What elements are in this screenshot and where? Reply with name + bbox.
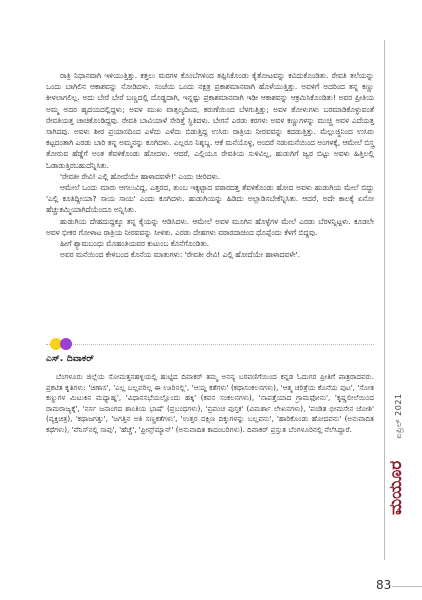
story-paragraph: 'ರೇವತೀ ರೇವಿ! ಎಲ್ಲಿ ಹೋದೆಯೇ ಹಾಳಾದವಳೇ!' ಎಂದು ಚೀರಿದಳು.	[60, 171, 221, 181]
story-paragraph: ಹುಡುಗಿಯ ದೇಹದುದ್ದಕ್ಕೂ ತನ್ನ ಕೈಯನ್ನು ಆಡಿಸಿದಳು. ಆಮೇಲೆ ಅವಳ ಮೂಗಿನ ಹೊಳ್ಳೆಗಳ ಮೇಲೆ ಎರಡು ಬೆರಳನ್ನಿಟ್ಟಳು. ಕೂಡಲೇ ಅವಳ ಭೀಕರ ಗೋಳಾಟ ರಾತ್ರಿಯ ನೀರವವನ್ನು ಸೀಳಿತು. ಎರಡು ದೇಹಗಳು ವಠಾರದಾಚಿಂದ ಧೊಪ್ಪೆಂದು ಕೆಳಗೆ ಬಿದ್ದವು.	[46, 216, 374, 237]
side-masthead	[386, 393, 406, 515]
page-number-rule	[392, 586, 422, 587]
magazine-logo: ಮಯೂರ	[386, 460, 406, 515]
issue-date: ಏಪ್ರಿಲ್ 2021	[394, 393, 403, 439]
story-text	[46, 70, 374, 260]
story-paragraph: ಆಮೇಲೆ ಒಂದು ಮಾರು ಆಗಲುವಿದ್ದ, ಎತ್ತರದ, ತುಂಬ ಇಕ್ಕಟ್ಟಾದ ವಠಾರದತ್ತ ತೆವಳಿಕೊಂಡು ಹೋದ ಅವಳು ಹುಡುಗಿಯ ಮೇಲೆ ಬಿದ್ದು 'ಎಲ್ಲಿ ಕೂತಿದ್ದೀಯಾ? ಸಾಯ ಸಾಯ' ಎಂದು ಕೂಗಿದಳು. ಹುಡುಗಿಯನ್ನು ಹಿಡಿದು ಅಲ್ಲಾಡಿಸಬೇಕೆನ್ನಿಸಿತು. ಆದರೆ, ಅದೇ ಕಾಲಕ್ಕೆ ಏನೋ ಹೆಚ್ಚುಕಮ್ಮಿಯಾಗಿದೆಯೆಂದೂ ಅನ್ನಿಸಿತು.	[46, 183, 374, 215]
story-paragraph: ಅವರ ಮನೆಯಿಂದ ಕೇಳಿಬಂದ ಕೊನೆಯ ಮಾತುಗಳು: 'ರೇವತೀ ರೇವಿ! ಎಲ್ಲಿ ಹೋದೆಯೇ ಹಾಳಾದವಳೇ'.	[60, 250, 301, 260]
story-paragraph: ಹೀಗೆ ಶ್ಯಾಮಬಂಧು ಮೊಹಂತಿಯವರ ಕುಟುಂಬ ಕೊನೆಗೊಂಡಿತು.	[60, 239, 210, 249]
section-divider	[46, 338, 374, 350]
author-name: ಎಸ್. ದಿವಾಕರ್	[46, 354, 95, 364]
bio-paragraph: ಬೆಂಗಳೂರು ಜಿಲ್ಲೆಯ ಸೋಮತ್ತನಹಳ್ಳಿಯಲ್ಲಿ ಹುಟ್ಟಿದ ದಿವಾಕರ್ ತಮ್ಮ ಅನನ್ಯ ಬರವಣಿಗೆಯಿಂದ ಕನ್ನಡ ಓದುಗರ ಪ್ರೀತಿಗೆ ಪಾತ್ರರಾದವರು. ಪ್ರಕಟಿತ ಕೃತಿಗಳು: 'ಚಿಣಾಸ', 'ಎಲ್ಲ ಬಲ್ಲವರಿಲ್ಲ ಈ ಊರಿನಲ್ಲಿ', 'ಆಯ್ದ ಕತೆಗಳು' (ಕಥಾಸಂಕಲನಗಳು), 'ಆತ್ಮ ಚರಿತ್ರೆಯ ಕೊನೆಯ ಪುಟ', 'ಸೋತ ಕಣ್ಣುಗಳ ಮಿಟುಕಿನ ಮಧ್ಯಾಹ್ನ', 'ವಿಧಾನಸಭೆಯಲ್ಲೊಂದು ಹಕ್ಕಿ' (ಕವನ ಸಂಕಲನಗಳು), 'ನಾಪತ್ತೆಯಾದ ಗ್ರಾಮಫೋನು', 'ಕೃಷ್ಣಲೀಲೆಯಿಂದ ರಾಮರಾಜ್ಯಕ್ಕೆ', 'ನರ್ಸ ಜನಾಂಗದ ಶಾಂತಿಯ ಭಾಷೆ' (ಪ್ರಬಂಧಗಳು), 'ಪ್ರಪಂಚ ಪುಸ್ತಕ' (ವಿಮರ್ಶಾ ಲೇಖನಗಳು), 'ಪಂಡಿತ ಭೀಮಸೇನ ಜೋಶಿ' (ವ್ಯಕ್ತಿಚಿತ್ರ), 'ಕಥಾಜಗತ್ತು', 'ಜಗತ್ತಿನ ಅತಿ ಸಣ್ಣಕತೆಗಳು', 'ಉತ್ತರ ದಕ್ಷಿಣ ದಿಕ್ಕುಗಳನ್ನು ಬಲ್ಲವನು', 'ಹಾರಿಕೊಂಡು ಹೋದವನು' (ಅನುವಾದಿತ ಕಥೆಗಳು), 'ವೆನಿಸ್‌ನಲ್ಲಿ ಸಾವು', 'ಹೆಚ್ಚೆ', 'ಫ್ರೀನ್ಸ್‌ಮ್ಯಾನ್' (ಅನುವಾದಿತ ಕಾದಂಬರಿಗಳು). ದಿವಾಕರ್ ಪ್ರಸ್ತುತ ಬೆಂಗಳೂರಿನಲ್ಲಿ ನೆಲೆಸಿದ್ದಾರೆ.	[46, 372, 374, 434]
purple-dot-ornament	[60, 338, 72, 350]
story-paragraph: ರಾತ್ರಿ ನಿಧಾನವಾಗಿ ಇಳಿಯುತ್ತಿತ್ತು. ಕತ್ತಲು ಮರಗಳ ಕೊಂಬೆಗಳಿಂದ ತಪ್ಪಿಸಿಕೊಂಡು ಕೈತೋಟವನ್ನು ಕವಿದುಕೊಂಡಿತು. ರೇವತಿ ತಲೆಯನ್ನು ಒಂದು ಬಾಗಿಲಿನ ಆಕಾಶವನ್ನು ನೋಡಿದಳು. ಸಂಜೆಯ ಒಂದು ನಕ್ಷತ್ರ ಪ್ರಕಾಶಮಾನವಾಗಿ ಹೊಳೆಯುತ್ತಿತ್ತು. ಅವಳಿಗೆ ಅದರಿಂದ ತನ್ನ ಕಣ್ಣು ಕೀಳಲಾಗಲಿಲ್ಲ. ಅದು ಬೇರೆ ಬೇರೆ ಬಣ್ಣದಲ್ಲಿ ದೊಡ್ಡದಾಗಿ, ಇನ್ನಷ್ಟು ಪ್ರಕಾಶಮಾನವಾಗಿ ಇಡೀ ಆಕಾಶವನ್ನು ಆಕ್ರಮಿಸಿಕೊಂಡಿತು! ಅವರ ಪ್ರೀತಿಯ ಅಮ್ಮ ಅದರ ಹೃದಯದಲ್ಲಿದ್ದಳು; ಅವಳ ಮುಖ ವಾತ್ಸಲ್ಯದಿಂದ, ಕರುಣೆಯಿಂದ ಬೆಳಗುತ್ತಿತ್ತು; ಅವಳ ತೋಳುಗಳು ಬರಮಾಡಿಕೊಳ್ಳುವಂತೆ ರೇವತಿಯತ್ತ ಚಾಚಿಕೊಂಡಿದ್ದವು. ರೇವತಿ ಬಾವಿಯಾಳೆ ಸೇರಿತ್ತೆ ಸ್ಥಿತಿದಳು. ಬೇಗನೆ ಎರಡು ಕರಗಳು ಅವಳ ಕಣ್ಣುಗಳನ್ನು ಮುಚ್ಚಿ ಅವಳ ಎದೆಯತ್ತ ಸಾಗಿದವು. ಅವಳು ಶೀರ ಪ್ರಯಾಸದಿಂದ ಎಳೆದು ಎಳೆದು ಬಿಡುತ್ತಿದ್ದ ಉಸಿರು ರಾತ್ರಿಯ ನೀರವವನ್ನು ಕದಡುತ್ತಿತ್ತು. ಮೆಲ್ಲುಜ್ಜಿನಿಂದ ಉಸಿರು ಕಟ್ಟದಂತಾಗಿ ಎರಡು ಬಾರಿ ತನ್ನ ಅಮ್ಮನನ್ನು ಕೂಗಿದಳು. ಎಲ್ಲರೂ ನಿಶ್ಶಬ್ದ. ಆಕೆ ಮನೆಯೊಳ್ಳ, ಅಂದರೆ ನಡುಮನೆಯಿಂದ ಅಂಗಳಕ್ಕೆ, ಆಮೇಲೆ ಬಿಸ್ತ್ರ ತೋರುವ ಹೆಡ್ಡೆಗೆ ಅಂತ ತೆವಳಿಕೊಂಡು ಹೋದಳು. ಆದರೆ, ಎಲ್ಲಿಯೂ ರೇವತಿಯ ಸುಳಿವಿಲ್ಲ, ಹುಡುಗಿಗೆ ಜ್ವರ ಬಿಟ್ಟು ಅವಳು ಹಿತ್ತಿಲಲ್ಲಿ ಓಡಾಡುತ್ತಿರಬಹುದೆನ್ನಿಸಿತು.	[46, 71, 374, 170]
page-number: 83	[376, 578, 392, 592]
author-bio	[46, 372, 374, 436]
side-rule	[384, 40, 385, 560]
dotted-rule	[46, 344, 374, 345]
